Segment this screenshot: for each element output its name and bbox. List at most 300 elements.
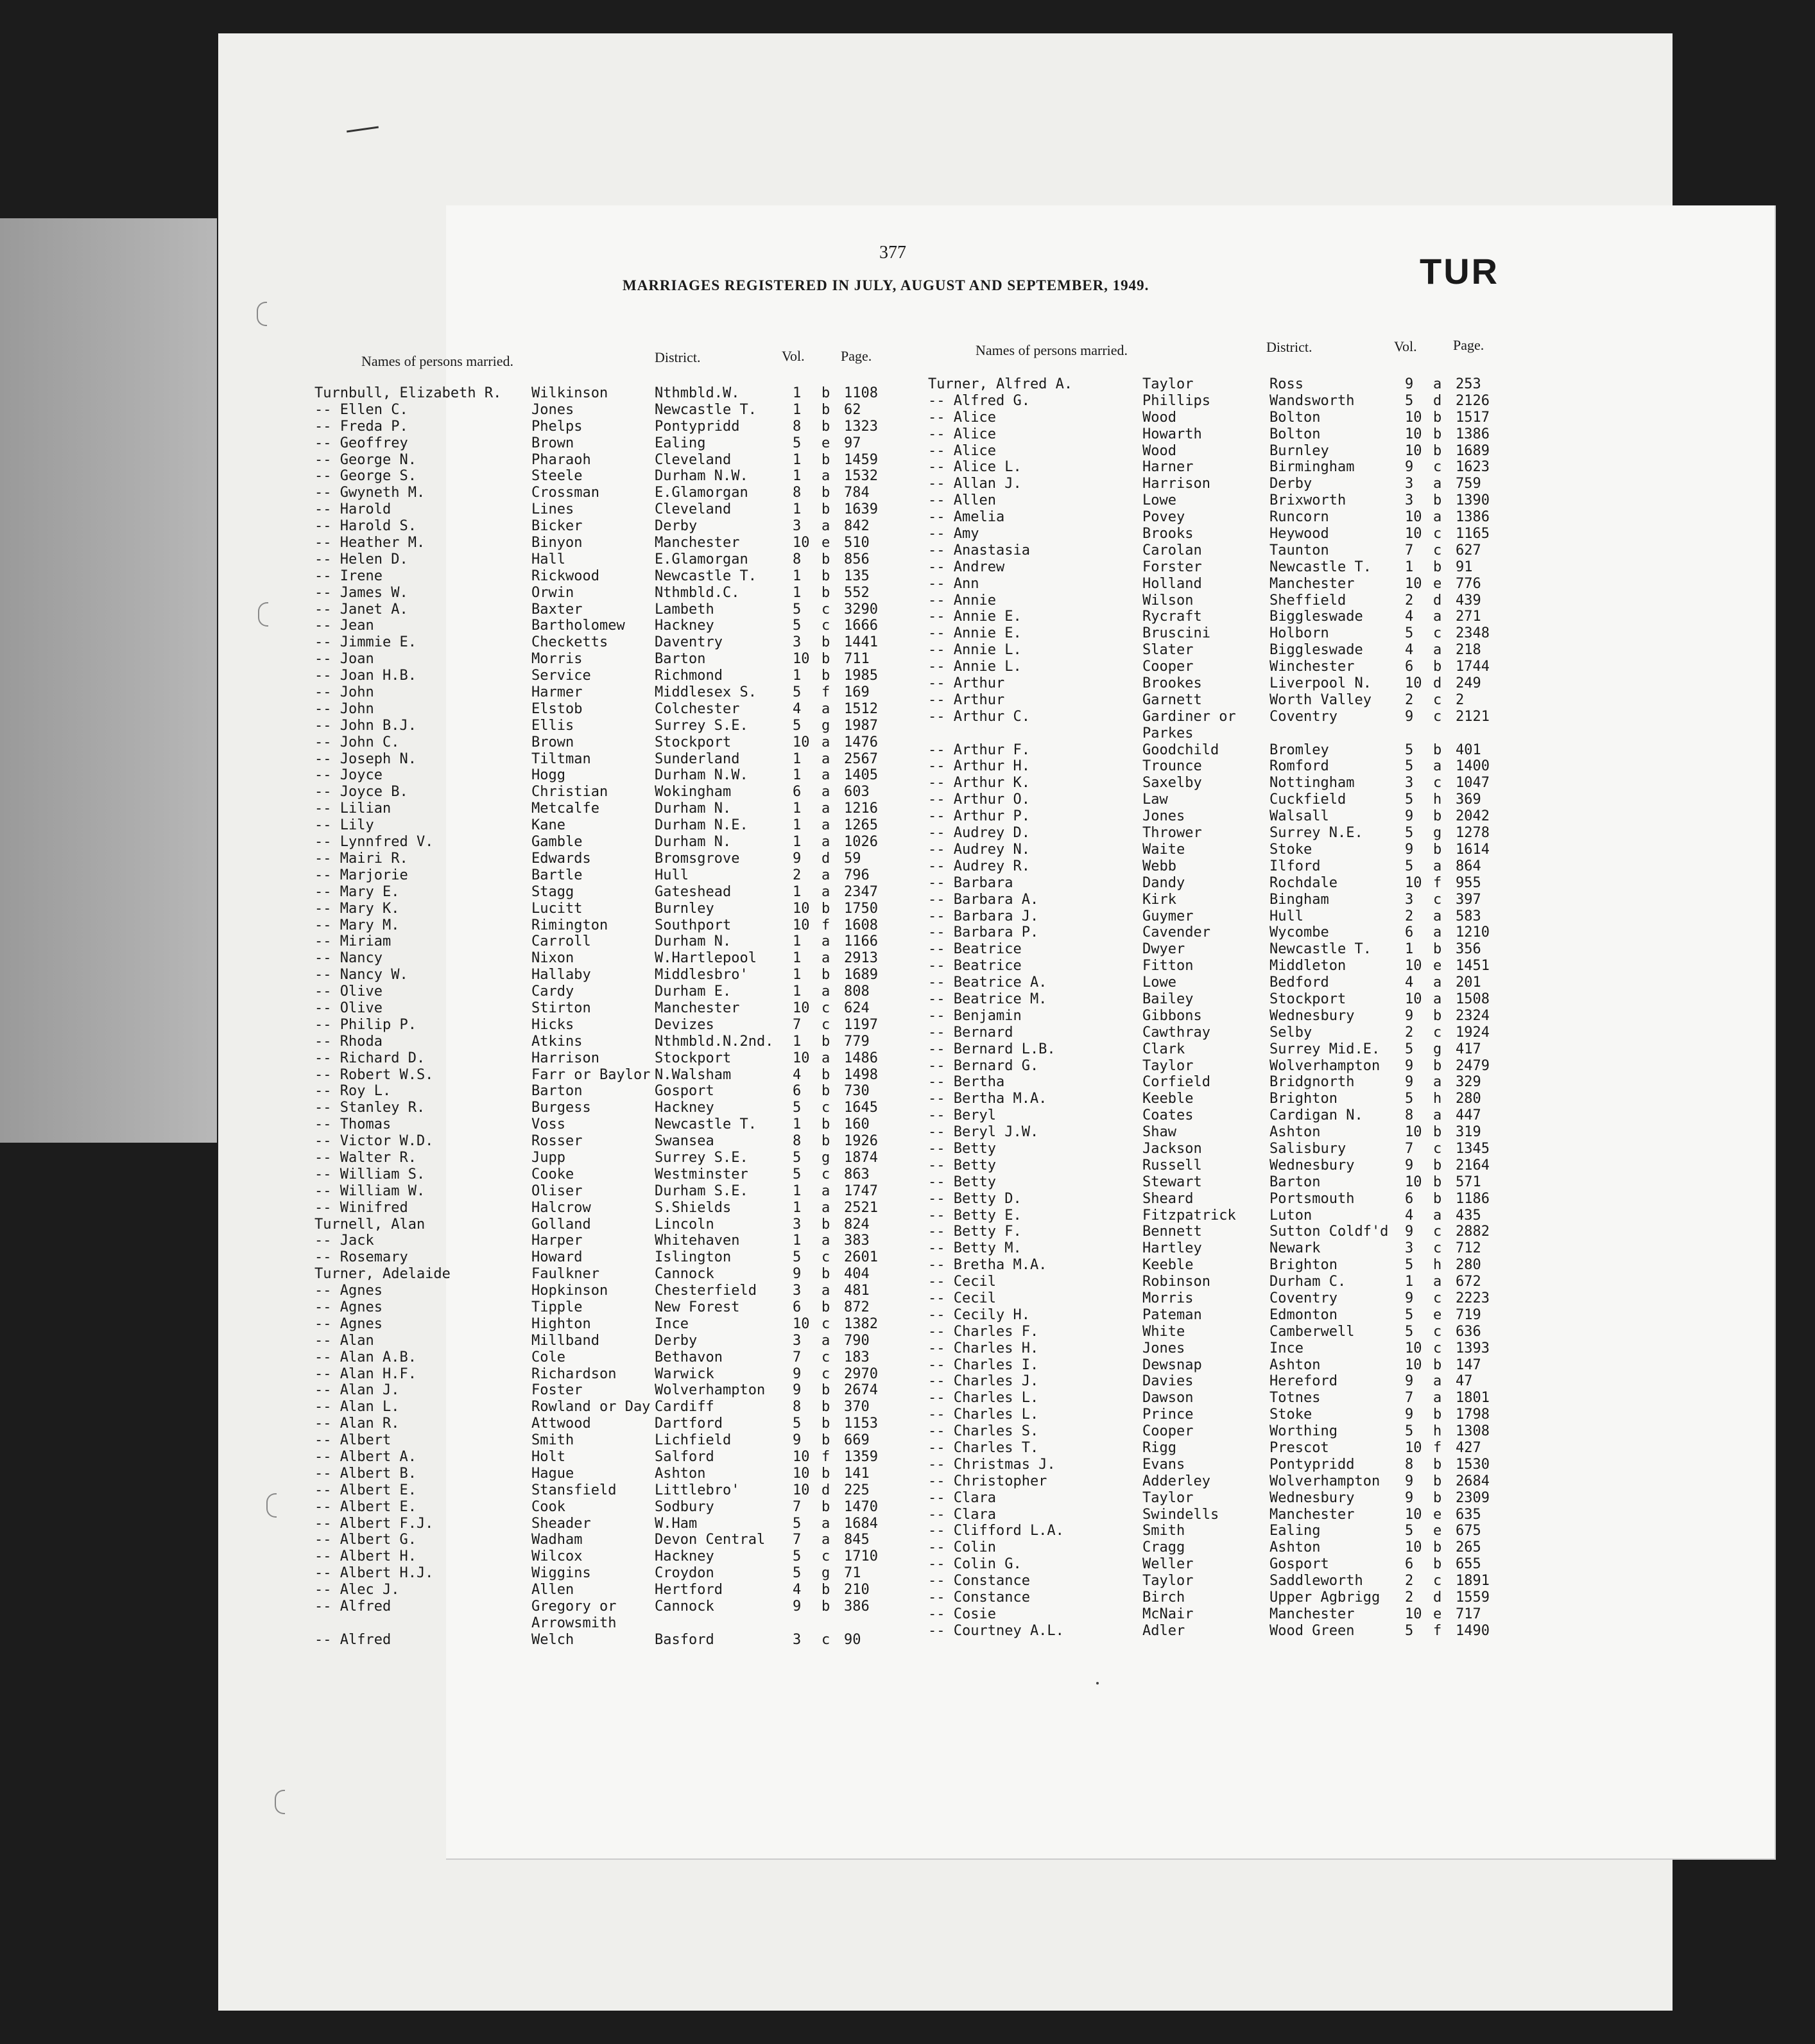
entry-vol: 8 [793,1399,802,1416]
entry-district: Surrey N.E. [1269,825,1363,842]
entry-page: 1486 [844,1050,878,1066]
entry-spouse: Rosser [531,1133,583,1150]
entry-district: Runcorn [1269,509,1329,526]
entry-vol-letter: c [1433,1573,1442,1589]
entry-vol: 5 [1405,1323,1414,1340]
entry-page: 1608 [844,917,878,933]
entry-name: -- Christopher [928,1473,1047,1489]
entry-spouse: McNair [1142,1606,1194,1622]
entry-spouse: Millband [531,1332,599,1349]
entry-name: -- Colin G. [928,1556,1022,1573]
entry-vol: 9 [793,850,802,867]
entry-page: 370 [844,1399,870,1416]
entry-name: -- Betty [928,1140,996,1157]
entry-vol-letter: a [1433,908,1442,924]
entry-page: 1508 [1456,991,1490,1007]
entry-vol: 5 [1405,758,1414,775]
entry-vol-letter: c [1433,1323,1442,1340]
entry-vol: 10 [793,1482,810,1498]
entry-vol: 5 [1405,1306,1414,1323]
entry-name: Turnbull, Elizabeth R. [314,385,502,401]
entry-vol: 3 [793,1631,802,1648]
entry-district: Barton [1269,1174,1321,1190]
entry-vol: 5 [1405,392,1414,409]
entry-page: 2121 [1456,708,1490,725]
entry-district: Wolverhampton [1269,1057,1381,1074]
entry-name: -- Alan R. [314,1416,400,1432]
entry-vol: 5 [793,1565,802,1582]
entry-district: Wokingham [655,784,732,801]
entry-district: Brighton [1269,1091,1338,1107]
entry-name: -- Clifford L.A. [928,1523,1064,1539]
entry-spouse: Lowe [1142,974,1176,991]
entry-name: -- Alec J. [314,1582,400,1598]
entry-vol: 5 [1405,1091,1414,1107]
entry-spouse: Cooper [1142,659,1194,675]
entry-page: 1386 [1456,426,1490,442]
index-tag: TUR [1420,251,1500,291]
entry-district: Stockport [1269,991,1346,1007]
entry-district: Derby [1269,476,1312,492]
entry-district: Ealing [1269,1523,1321,1539]
entry-spouse: Howard [531,1249,583,1266]
entry-district: Derby [655,518,698,535]
entry-spouse: Bruscini [1142,625,1210,642]
entry-spouse: Stagg [531,883,574,900]
entry-vol: 10 [1405,958,1422,974]
entry-page: 790 [844,1332,870,1349]
entry-district: Cannock [655,1266,714,1283]
entry-page: 135 [844,567,870,584]
entry-vol-letter: b [821,1399,830,1416]
entry-spouse: Adderley [1142,1473,1210,1489]
entry-district: Worthing [1269,1423,1338,1440]
entry-name: -- Agnes [314,1315,383,1332]
entry-district: Devizes [655,1016,714,1033]
entry-name: -- Albert A. [314,1449,417,1465]
entry-vol-letter: b [821,1116,830,1133]
entry-name: -- Philip P. [314,1016,417,1033]
entry-district: Brixworth [1269,492,1346,509]
entry-vol: 3 [793,518,802,535]
entry-district: Heywood [1269,526,1329,542]
entry-page: 253 [1456,376,1481,392]
entry-page: 2521 [844,1199,878,1216]
entry-vol-letter: e [1433,1606,1442,1622]
entry-spouse: Fitzpatrick [1142,1207,1236,1224]
entry-district: Whitehaven [655,1233,740,1249]
entry-name: -- Marjorie [314,867,408,883]
entry-name: -- Lynnfred V. [314,834,434,851]
entry-name: -- Albert H. [314,1548,417,1565]
entry-page: 481 [844,1283,870,1299]
entry-name: -- Joan [314,651,374,668]
entry-vol-letter: h [1433,1257,1442,1274]
entry-page: 1666 [844,618,878,634]
entry-vol: 9 [1405,1373,1414,1390]
entry-page: 2347 [844,883,878,900]
entry-district: Stockport [655,1050,732,1066]
entry-name: -- Irene [314,567,383,584]
entry-vol-letter: b [821,401,830,418]
entry-spouse: Cardy [531,983,574,1000]
entry-vol-letter: e [1433,1506,1442,1523]
entry-vol: 9 [1405,841,1414,858]
entry-spouse: Jones [1142,1340,1185,1356]
entry-vol: 10 [1405,1124,1422,1141]
entry-vol-letter: e [1433,958,1442,974]
entry-spouse: Cooke [531,1166,574,1182]
entry-vol: 8 [793,418,802,435]
entry-page: 863 [844,1166,870,1182]
entry-vol-letter: b [821,451,830,468]
entry-name: -- Rhoda [314,1033,383,1050]
entry-spouse: Gregory or [531,1598,617,1615]
entry-page: 1530 [1456,1456,1490,1473]
entry-vol: 1 [793,933,802,950]
entry-district: Totnes [1269,1390,1321,1407]
entry-vol: 5 [1405,792,1414,808]
entry-name: -- Annie L. [928,642,1022,659]
entry-spouse: Harrison [1142,476,1210,492]
entry-vol-letter: b [1433,1157,1442,1174]
entry-district: Durham N.W. [655,468,748,485]
entry-page: 2970 [844,1365,878,1382]
entry-district: Wednesbury [1269,1007,1355,1024]
entry-spouse: Taylor [1142,1489,1194,1506]
entry-district: Chesterfield [655,1283,757,1299]
entry-page: 401 [1456,741,1481,758]
entry-vol-letter: f [821,1449,830,1465]
entry-district: Newark [1269,1240,1321,1257]
entry-page: 249 [1456,675,1481,692]
entry-vol: 1 [793,750,802,767]
entry-district: Ealing [655,435,706,451]
entry-district: Newcastle T. [655,401,757,418]
entry-district: Edmonton [1269,1306,1338,1323]
entry-vol-letter: a [821,817,830,834]
entry-district: Coventry [1269,708,1338,725]
entry-vol: 7 [793,1532,802,1548]
entry-district: Gosport [655,1083,714,1100]
entry-name: -- Arthur [928,691,1005,708]
entry-page: 1987 [844,717,878,734]
entry-vol-letter: c [821,1016,830,1033]
entry-vol-letter: b [821,651,830,668]
entry-spouse: Brown [531,734,574,750]
entry-page: 1798 [1456,1407,1490,1423]
entry-vol: 5 [793,435,802,451]
entry-district: Hull [1269,908,1303,924]
entry-vol-letter: b [821,1465,830,1482]
entry-vol: 9 [1405,1224,1414,1240]
entry-district: Wolverhampton [1269,1473,1381,1489]
entry-spouse: Brookes [1142,675,1202,692]
entry-district: Portsmouth [1269,1190,1355,1207]
entry-spouse: Saxelby [1142,775,1202,792]
entry-vol-letter: d [821,1482,830,1498]
entry-page: 404 [844,1266,870,1283]
entry-district: Walsall [1269,808,1329,825]
entry-spouse: Binyon [531,535,583,551]
entry-district: Bolton [1269,409,1321,426]
entry-spouse: Wilson [1142,592,1194,609]
entry-district: Cannock [655,1598,714,1615]
entry-district: Bethavon [655,1349,723,1365]
entry-page: 808 [844,983,870,1000]
entry-name: -- Roy L. [314,1083,391,1100]
entry-vol: 10 [1405,874,1422,891]
entry-page: 435 [1456,1207,1481,1224]
entry-name: -- Cecily H. [928,1306,1030,1323]
entry-vol-letter: a [821,950,830,967]
entry-page: 1747 [844,1182,878,1199]
entry-page: 1985 [844,668,878,684]
entry-name: -- William S. [314,1166,426,1182]
entry-name: -- Cosie [928,1606,996,1622]
entry-vol-letter: e [821,435,830,451]
entry-vol: 7 [1405,542,1414,559]
entry-vol: 2 [1405,1589,1414,1606]
entry-name: -- Charles H. [928,1340,1039,1356]
entry-spouse: Coates [1142,1107,1194,1124]
entry-spouse: Cook [531,1498,565,1515]
entry-spouse: Lowe [1142,492,1176,509]
entry-vol-letter: b [821,1382,830,1399]
entry-vol: 5 [793,1416,802,1432]
entry-vol-letter: b [1433,559,1442,575]
entry-district: Durham N.W. [655,767,748,784]
entry-spouse: Taylor [1142,376,1194,392]
entry-page: 1108 [844,385,878,401]
header-names-right: Names of persons married. [976,342,1128,358]
entry-name: -- Charles F. [928,1323,1039,1340]
entry-district: Derby [655,1332,698,1349]
entry-spouse: Dwyer [1142,941,1185,958]
entry-vol: 4 [1405,609,1414,625]
entry-district: Lambeth [655,601,714,618]
entry-vol-letter: a [1433,758,1442,775]
entry-page: 796 [844,867,870,883]
entry-spouse: Atkins [531,1033,583,1050]
entry-spouse: Hallaby [531,967,591,983]
entry-vol: 6 [793,784,802,801]
entry-name: -- Annie E. [928,609,1022,625]
entry-vol: 10 [1405,675,1422,692]
entry-vol: 9 [793,1598,802,1615]
entry-spouse: Orwin [531,584,574,601]
entry-vol-letter: b [821,1498,830,1515]
entry-vol-letter: b [821,900,830,917]
entry-name: -- Freda P. [314,418,408,435]
entry-vol-letter: a [821,1182,830,1199]
entry-spouse: Thrower [1142,825,1202,842]
entry-vol-letter: f [1433,1622,1442,1639]
entry-vol-letter: b [1433,1489,1442,1506]
entry-spouse: Dawson [1142,1390,1194,1407]
entry-district: S.Shields [655,1199,732,1216]
entry-vol: 10 [1405,1440,1422,1456]
entry-spouse: Hague [531,1465,574,1482]
entry-page: 784 [844,485,870,501]
entry-spouse: Brooks [1142,526,1194,542]
entry-vol: 1 [793,883,802,900]
header-names-left: Names of persons married. [361,353,514,369]
entry-name: -- Allen [928,492,996,509]
entry-vol-letter: b [821,1299,830,1315]
entry-district: Richmond [655,668,723,684]
entry-spouse: Stansfield [531,1482,617,1498]
header-page-right: Page. [1453,337,1484,353]
page-number: 377 [879,243,906,263]
entry-district: Cardiff [655,1399,714,1416]
entry-spouse: Tipple [531,1299,583,1315]
entry-vol-letter: a [1433,1274,1442,1290]
entry-spouse: Kirk [1142,891,1176,908]
entry-vol-letter: b [1433,409,1442,426]
entry-page: 1512 [844,700,878,717]
entry-vol-letter: a [821,750,830,767]
entry-page: 1405 [844,767,878,784]
entry-name: -- Arthur [928,675,1005,692]
binding-hole-2 [258,602,268,627]
header-vol-left: Vol. [782,348,805,364]
entry-name: -- Clara [928,1506,996,1523]
entry-vol: 9 [1405,1157,1414,1174]
entry-name: -- Albert F.J. [314,1515,434,1532]
entry-vol-letter: b [821,1133,830,1150]
entry-spouse: Highton [531,1315,591,1332]
entry-spouse: Edwards [531,850,591,867]
entry-spouse: Halcrow [531,1199,591,1216]
entry-page: 1153 [844,1416,878,1432]
entry-spouse: Foster [531,1382,583,1399]
page-print-area [446,205,1776,1860]
entry-vol: 5 [1405,1523,1414,1539]
entry-spouse: Waite [1142,841,1185,858]
entry-district: Biggleswade [1269,609,1363,625]
entry-district: Liverpool N. [1269,675,1372,692]
entry-spouse: Harper [531,1233,583,1249]
entry-vol: 7 [793,1498,802,1515]
entry-page: 1359 [844,1449,878,1465]
entry-vol: 5 [793,618,802,634]
entry-vol: 4 [793,700,802,717]
entry-name: -- John [314,700,374,717]
entry-vol-letter: a [821,933,830,950]
entry-page: 636 [1456,1323,1481,1340]
entry-vol-letter: c [1433,691,1442,708]
entry-spouse: Adler [1142,1622,1185,1639]
entry-name: -- Amy [928,526,979,542]
entry-page: 1926 [844,1133,878,1150]
entry-name: -- Winifred [314,1199,408,1216]
entry-vol-letter: c [1433,1024,1442,1041]
entry-vol-letter: a [1433,974,1442,991]
entry-vol: 5 [793,1548,802,1565]
entry-name: -- Albert H.J. [314,1565,434,1582]
entry-vol-letter: c [1433,1340,1442,1356]
entry-spouse: Lines [531,501,574,518]
entry-name: -- Annie E. [928,625,1022,642]
entry-vol-letter: a [821,801,830,817]
entry-page: 1639 [844,501,878,518]
entry-vol-letter: b [1433,492,1442,509]
entry-spouse: Farr or Baylor [531,1066,651,1083]
entry-district: Devon Central [655,1532,766,1548]
entry-vol: 6 [1405,1190,1414,1207]
entry-spouse: Jupp [531,1149,565,1166]
entry-name: -- Lily [314,817,374,834]
header-page-left: Page. [841,348,872,364]
entry-page: 1710 [844,1548,878,1565]
entry-name: -- Colin [928,1539,996,1556]
entry-district: Durham E. [655,983,732,1000]
entry-district: Nthmbld.C. [655,584,740,601]
entry-name: -- James W. [314,584,408,601]
entry-name: -- Albert E. [314,1498,417,1515]
entry-name: -- Olive [314,983,383,1000]
entry-name: -- Albert E. [314,1482,417,1498]
entry-vol-letter: d [1433,1589,1442,1606]
entry-name: -- Alfred [314,1631,391,1648]
entry-vol: 5 [793,1149,802,1166]
entry-name: -- Betty E. [928,1207,1022,1224]
entry-spouse: Birch [1142,1589,1185,1606]
entry-vol: 5 [793,601,802,618]
entry-spouse: Howarth [1142,426,1202,442]
entry-vol: 10 [1405,526,1422,542]
entry-district: Hackney [655,1548,714,1565]
entry-page: 97 [844,435,861,451]
entry-vol: 7 [793,1349,802,1365]
entry-spouse: Metcalfe [531,801,599,817]
entry-vol-letter: a [1433,609,1442,625]
entry-page: 672 [1456,1274,1481,1290]
entry-page: 1216 [844,801,878,817]
entry-page: 1451 [1456,958,1490,974]
entry-vol: 1 [793,385,802,401]
entry-name: -- Stanley R. [314,1100,426,1116]
entry-page: 510 [844,535,870,551]
entry-name: -- Betty [928,1157,996,1174]
entry-name: -- Olive [314,1000,383,1016]
entry-name: -- Benjamin [928,1007,1022,1024]
entry-page: 383 [844,1233,870,1249]
entry-district: Brighton [1269,1257,1338,1274]
entry-name: -- Alice [928,409,996,426]
entry-page: 1490 [1456,1622,1490,1639]
entry-name: -- Alan H.F. [314,1365,417,1382]
entry-vol-letter: c [821,618,830,634]
entry-spouse: Stewart [1142,1174,1202,1190]
entry-vol: 9 [793,1432,802,1449]
entry-vol-letter: a [821,1332,830,1349]
entry-page: 1559 [1456,1589,1490,1606]
entry-vol-letter: b [1433,426,1442,442]
entry-district: Sunderland [655,750,740,767]
entry-name: -- Nancy W. [314,967,408,983]
entry-district: Rochdale [1269,874,1338,891]
entry-spouse: Forster [1142,559,1202,575]
entry-vol: 10 [793,1465,810,1482]
entry-vol: 10 [1405,1174,1422,1190]
entry-district: Newcastle T. [655,567,757,584]
entry-name: -- Alan A.B. [314,1349,417,1365]
entry-vol: 9 [1405,1007,1414,1024]
entry-vol: 2 [1405,691,1414,708]
entry-district: Bromsgrove [655,850,740,867]
